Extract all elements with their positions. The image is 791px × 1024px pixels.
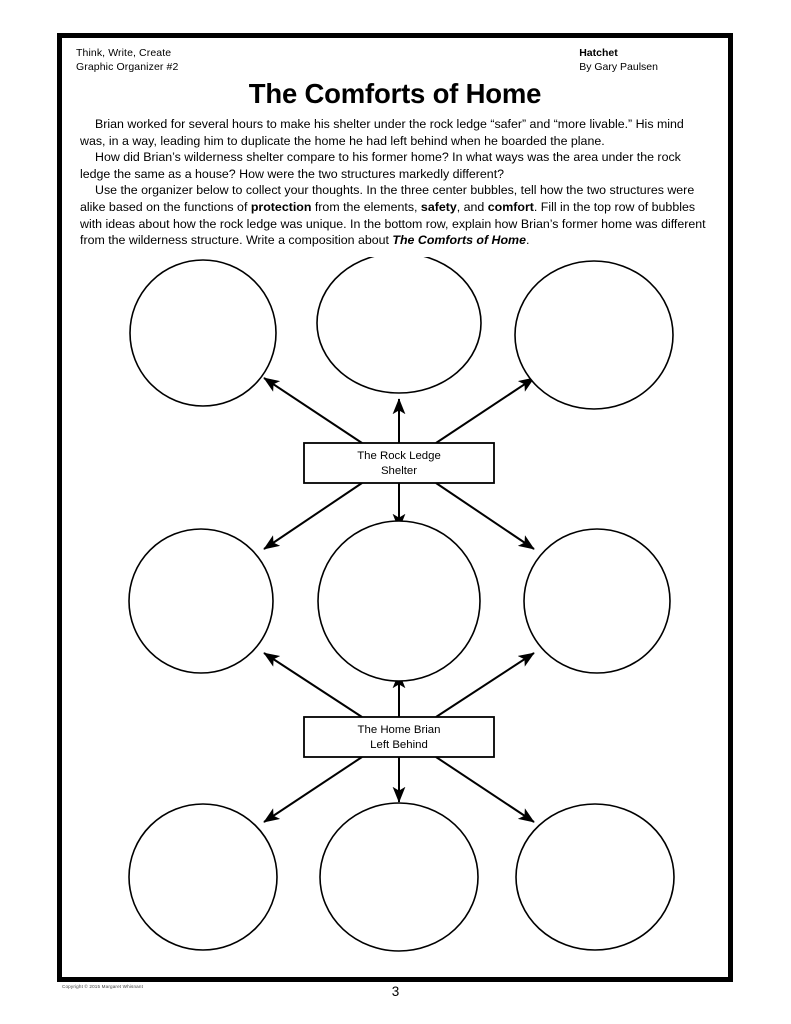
bubble-middle-right[interactable] [524, 529, 670, 673]
series-name: Think, Write, Create [76, 47, 172, 59]
composition-title: The Comforts of Home [392, 233, 526, 248]
copyright-notice: Copyright © 2015 Margaret Whisnant [62, 984, 143, 989]
instructions-text-a: Use the organizer below to collect your thoughts. In the three center bubbles, tell how the two structures were alike based on the functions of [80, 183, 695, 214]
instructions-paragraph-2: How did Brian’s wilderness shelter compare to his former home? In what ways was the area under the rock ledge the same as a house? How were the two structures markedly different? [80, 150, 681, 181]
bubble-bottom-center[interactable] [320, 803, 478, 951]
label-rock-ledge-shelter-line2: Shelter [380, 464, 418, 477]
instructions-text-e: . [525, 233, 530, 248]
instructions-text-c: , and [456, 199, 488, 214]
page-title: The Comforts of Home [248, 78, 542, 109]
bubble-top-center[interactable] [317, 257, 481, 393]
label-box-home-brian-left-behind[interactable] [304, 717, 494, 757]
series-info [76, 47, 178, 74]
page-number: 3 [391, 984, 400, 999]
bubble-top-left[interactable] [130, 260, 276, 406]
bold-term-safety: safety [420, 199, 457, 214]
worksheet-header [76, 47, 714, 77]
organizer-number: Graphic Organizer #2 [76, 60, 179, 73]
bold-term-comfort: comfort [487, 199, 534, 214]
graphic-organizer [76, 257, 714, 967]
arrow-bottom-label-to-bottom-left-bubble [264, 757, 362, 822]
instructions-block [76, 116, 714, 249]
instructions-paragraph-3 [80, 182, 712, 248]
arrow-top-label-to-top-left-bubble [264, 378, 362, 443]
label-home-brian-line1: The Home Brian [357, 723, 441, 736]
book-title: Hatchet [579, 47, 618, 59]
bubble-middle-center[interactable] [318, 521, 480, 681]
worksheet-content [62, 38, 728, 977]
instructions-text-b: from the elements, [311, 199, 421, 214]
bubble-bottom-left[interactable] [129, 804, 277, 950]
arrow-bottom-label-to-bottom-right-bubble [436, 757, 534, 822]
bubble-bottom-right[interactable] [516, 804, 674, 950]
book-info [579, 47, 658, 74]
label-home-brian-line2: Left Behind [370, 738, 428, 751]
label-rock-ledge-shelter-line1: The Rock Ledge [357, 449, 441, 462]
arrow-top-label-to-top-right-bubble [436, 378, 534, 443]
worksheet-page-border [57, 33, 733, 982]
bold-term-protection: protection [250, 199, 312, 214]
bubble-top-right[interactable] [515, 261, 673, 409]
bubble-middle-left[interactable] [129, 529, 273, 673]
instructions-paragraph-1: Brian worked for several hours to make his shelter under the rock ledge “safer” and “more livable.” His mind was, in a way, leading him to duplicate the home he had left behind when he boarded the plane. [80, 117, 684, 148]
label-box-rock-ledge-shelter[interactable] [304, 443, 494, 483]
book-author: By Gary Paulsen [579, 60, 658, 73]
instructions-text-d: . Fill in the top row of bubbles with ideas about how the rock ledge was unique. In the bottom row, explain how Brian’s former home was different from the wilderness structure. Write a composition about [80, 199, 706, 248]
organizer-svg [76, 257, 722, 967]
